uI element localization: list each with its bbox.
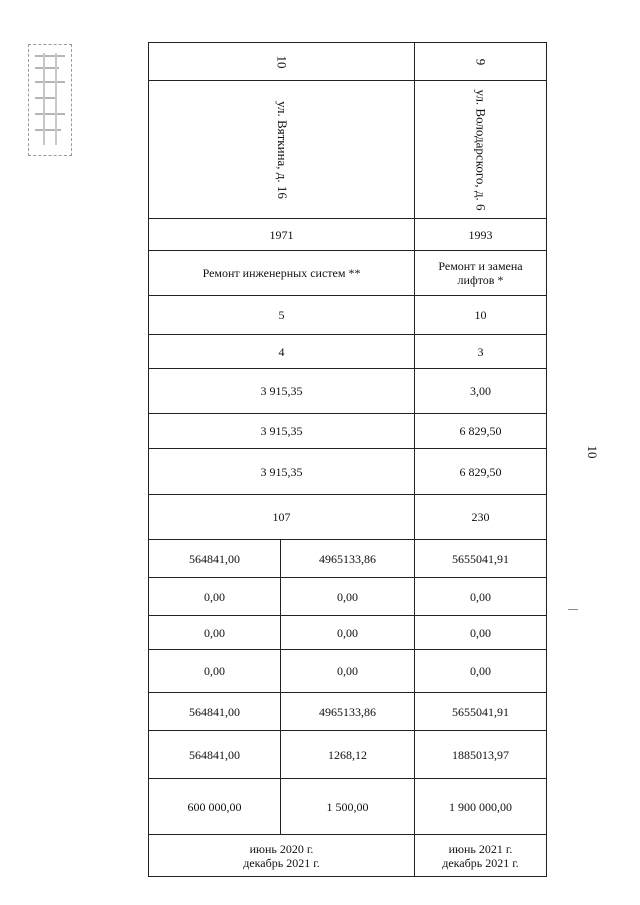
- cost-cell: 4965133,86: [281, 693, 415, 731]
- date-end: декабрь 2021 г.: [243, 855, 320, 870]
- cell-entrances-2: 3: [415, 335, 547, 369]
- cost-cell: 1268,12: [281, 731, 415, 779]
- date-end: декабрь 2021 г.: [442, 855, 519, 870]
- cell-year-2: 1993: [415, 219, 547, 251]
- cell-residents-1: 107: [149, 495, 415, 540]
- date-start: июнь 2021 г.: [448, 841, 513, 856]
- cost-row: [149, 650, 547, 693]
- cost-cell: 564841,00: [149, 693, 281, 731]
- cell-floors-2: 10: [415, 296, 547, 335]
- cost-cell: 564841,00: [149, 540, 281, 578]
- cell-area-owned-1: 3 915,35: [149, 449, 415, 495]
- cell-dates-2: [415, 835, 547, 877]
- address-row: [149, 81, 547, 219]
- cell-dates-1: [149, 835, 415, 877]
- margin-mark: [568, 609, 578, 610]
- cell-work-type-2: Ремонт и замена лифтов *: [415, 251, 547, 296]
- cell-work-type-1: Ремонт инженерных систем **: [149, 251, 415, 296]
- cost-cell: 0,00: [281, 650, 415, 693]
- date-start: июнь 2020 г.: [249, 841, 314, 856]
- cell-area-total-1: 3 915,35: [149, 369, 415, 414]
- cost-cell: 4965133,86: [281, 540, 415, 578]
- cell-entrances-1: 4: [149, 335, 415, 369]
- header-number-row: [149, 43, 547, 81]
- year-row: [149, 219, 547, 251]
- cell-residents-2: 230: [415, 495, 547, 540]
- cell-area-total-2: 3,00: [415, 369, 547, 414]
- area-living-row: [149, 414, 547, 449]
- cost-row: [149, 578, 547, 616]
- cost-cell: 0,00: [415, 616, 547, 650]
- cell-address-1: ул. Вяткина, д. 16: [149, 81, 415, 219]
- cell-year-1: 1971: [149, 219, 415, 251]
- cost-row: [149, 540, 547, 578]
- cost-cell: 564841,00: [149, 731, 281, 779]
- cost-cell: 1 500,00: [281, 779, 415, 835]
- cost-row: [149, 779, 547, 835]
- cost-cell: 1 900 000,00: [415, 779, 547, 835]
- cost-cell: 0,00: [149, 578, 281, 616]
- cell-number-2: 9: [415, 43, 547, 81]
- housing-table: [148, 42, 547, 877]
- cost-cell: 0,00: [281, 616, 415, 650]
- cost-row: [149, 693, 547, 731]
- cost-cell: 0,00: [149, 616, 281, 650]
- residents-row: [149, 495, 547, 540]
- work-type-row: [149, 251, 547, 296]
- entrances-row: [149, 335, 547, 369]
- cell-number-1: 10: [149, 43, 415, 81]
- cost-cell: 5655041,91: [415, 693, 547, 731]
- cell-area-living-1: 3 915,35: [149, 414, 415, 449]
- cost-cell: 5655041,91: [415, 540, 547, 578]
- cost-cell: 0,00: [149, 650, 281, 693]
- cell-area-living-2: 6 829,50: [415, 414, 547, 449]
- cell-area-owned-2: 6 829,50: [415, 449, 547, 495]
- cost-cell: 1885013,97: [415, 731, 547, 779]
- page-number: 10: [585, 445, 600, 459]
- area-owned-row: [149, 449, 547, 495]
- cell-address-2: ул. Володарского, д. 6: [415, 81, 547, 219]
- archive-stamp: [28, 44, 72, 156]
- floors-row: [149, 296, 547, 335]
- cost-cell: 600 000,00: [149, 779, 281, 835]
- cost-cell: 0,00: [281, 578, 415, 616]
- area-total-row: [149, 369, 547, 414]
- cost-cell: 0,00: [415, 650, 547, 693]
- dates-row: [149, 835, 547, 877]
- cost-cell: 0,00: [415, 578, 547, 616]
- cost-row: [149, 616, 547, 650]
- cost-row: [149, 731, 547, 779]
- cell-floors-1: 5: [149, 296, 415, 335]
